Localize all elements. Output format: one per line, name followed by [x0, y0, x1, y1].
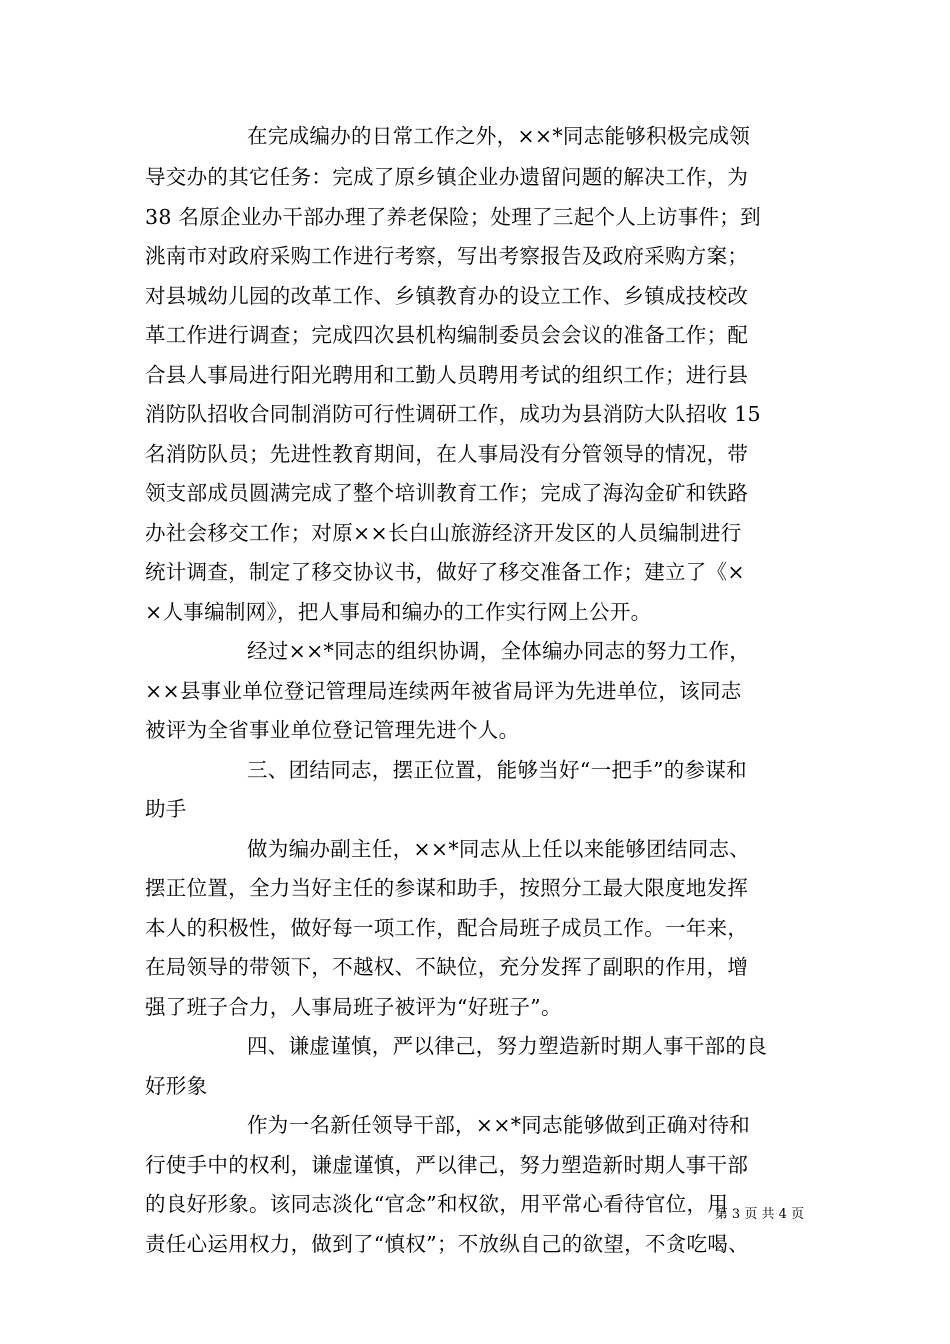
paragraph-line: 强了班子合力，人事局班子被评为“好班子”。	[145, 995, 562, 1019]
page-number-footer: 第 3 页 共 4 页	[714, 1207, 804, 1222]
paragraph-line: 革工作进行调查；完成四次县机构编制委员会会议的准备工作；配	[145, 323, 749, 347]
paragraph-line: 统计调查，制定了移交协议书，做好了移交准备工作；建立了《×	[145, 560, 745, 584]
paragraph-line: 做为编办副主任，××*同志从上任以来能够团结同志、	[247, 837, 751, 861]
paragraph-line: 行使手中的权利，谦虚谨慎，严以律己，努力塑造新时期人事干部	[145, 1153, 749, 1177]
paragraph-line: 作为一名新任领导干部，××*同志能够做到正确对待和	[247, 1113, 751, 1137]
paragraph-line: 洮南市对政府采购工作进行考察，写出考察报告及政府采购方案；	[145, 244, 749, 268]
paragraph-line: 38 名原企业办干部办理了养老保险；处理了三起个人上访事件；到	[145, 205, 761, 229]
paragraph-line: 在局领导的带领下，不越权、不缺位，充分发挥了副职的作用，增	[145, 955, 749, 979]
paragraph-line: 办社会移交工作；对原××长白山旅游经济开发区的人员编制进行	[145, 521, 742, 545]
paragraph-line: 经过××*同志的组织协调，全体编办同志的努力工作，	[247, 639, 751, 663]
paragraph-line: 领支部成员圆满完成了整个培训教育工作；完成了海沟金矿和铁路	[145, 481, 749, 505]
paragraph-line: 合县人事局进行阳光聘用和工勤人员聘用考试的组织工作；进行县	[145, 363, 749, 387]
paragraph-line: 导交办的其它任务：完成了原乡镇企业办遗留问题的解决工作，为	[145, 165, 749, 189]
section-heading-line: 三、团结同志，摆正位置，能够当好“一把手”的参谋和	[247, 758, 747, 782]
paragraph-line: ××县事业单位登记管理局连续两年被省局评为先进单位，该同志	[145, 679, 742, 703]
paragraph-line: 消防队招收合同制消防可行性调研工作，成功为县消防大队招收 15	[145, 402, 761, 426]
paragraph-line: 对县城幼儿园的改革工作、乡镇教育办的设立工作、乡镇成技校改	[145, 284, 749, 308]
paragraph-line: ×人事编制网》，把人事局和编办的工作实行网上公开。	[145, 600, 652, 624]
section-heading-line: 助手	[145, 797, 187, 821]
paragraph-line: 本人的积极性，做好每一项工作，配合局班子成员工作。一年来，	[145, 916, 749, 940]
paragraph-line: 的良好形象。该同志淡化“官念”和权欲，用平常心看待官位，用	[145, 1192, 729, 1216]
section-heading-line: 四、谦虚谨慎，严以律己，努力塑造新时期人事干部的良	[247, 1034, 767, 1058]
section-heading-line: 好形象	[145, 1074, 208, 1098]
paragraph-line: 被评为全省事业单位登记管理先进个人。	[145, 718, 520, 742]
paragraph-line: 责任心运用权力，做到了“慎权”；不放纵自己的欲望，不贪吃喝、	[145, 1232, 749, 1256]
paragraph-line: 摆正位置，全力当好主任的参谋和助手，按照分工最大限度地发挥	[145, 876, 749, 900]
paragraph-line: 名消防队员；先进性教育期间，在人事局没有分管领导的情况，带	[145, 442, 749, 466]
paragraph-line: 在完成编办的日常工作之外，××*同志能够积极完成领	[247, 124, 751, 148]
